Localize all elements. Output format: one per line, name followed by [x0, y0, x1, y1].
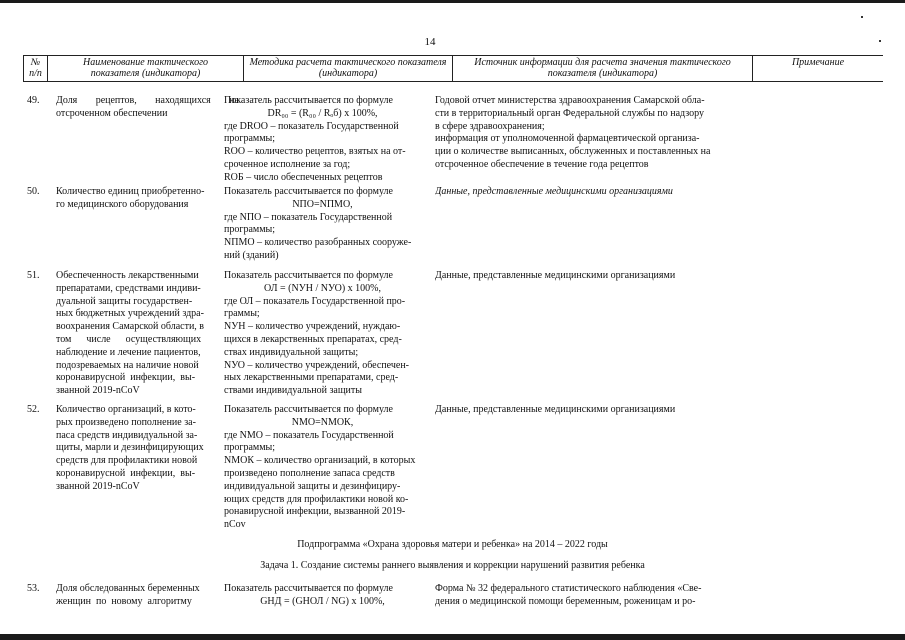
source-line: сти в территориальный орган Федеральной службы по надзору: [435, 107, 705, 119]
name-line: коронавирусной инфекции, вы-: [56, 467, 196, 479]
indicator-name: [56, 404, 239, 494]
calculation-method: [224, 186, 421, 263]
method-line: ний (зданий): [224, 249, 279, 261]
method-line: NМОК – количество организаций, в которых: [224, 455, 416, 467]
information-source: [435, 404, 740, 417]
source-line: дения о медицинской помощи беременным, роженицам и ро-: [435, 595, 696, 607]
page-bottom-border: [0, 634, 905, 640]
name-line: дуальной защиты государствен-: [56, 295, 193, 307]
formula: ОЛ = (NУН / NУО) х 100%,: [264, 282, 381, 294]
name-line: подозреваемых на наличие новой: [56, 359, 199, 371]
method-intro: Показатель рассчитывается по формуле: [224, 95, 393, 106]
row-number: 51.: [27, 270, 40, 281]
source-line: Форма № 32 федерального статистического наблюдения «Све-: [435, 583, 702, 594]
row-number: 49.: [27, 95, 40, 106]
name-line: том числе осуществляющих: [56, 333, 202, 345]
method-line: NПМО – количество разобранных сооруже-: [224, 237, 412, 249]
method-intro: Показатель рассчитывается по формуле: [224, 186, 393, 197]
formula: DR₀₀ = (R₀₀ / Rₒб) х 100%,: [267, 107, 378, 119]
calculation-method: [224, 404, 421, 532]
method-line: программы;: [224, 442, 276, 454]
header-col-source: Источник информации для расчета значения тактического показателя (индикатора): [453, 56, 753, 81]
method-line: где ОЛ – показатель Государственной про-: [224, 295, 406, 307]
name-line: наблюдение и лечение пациентов,: [56, 346, 201, 358]
name-line: женщин по новому алгоритму: [56, 595, 192, 607]
formula: NМО=NМОК,: [291, 416, 354, 428]
method-intro: Показатель рассчитывается по формуле: [224, 583, 393, 594]
method-line: ных лекарственными препаратами, сред-: [224, 372, 399, 384]
name-line: го медицинского оборудования: [56, 198, 189, 210]
source-line: Годовой отчет министерства здравоохранения Самарской обла-: [435, 95, 705, 106]
indicator-name: Доля рецептов, находящихся на отсроченном обеспечении: [56, 95, 239, 119]
name-line: званной 2019-nCoV: [56, 385, 140, 397]
name-line: паса средств индивидуальной за-: [56, 429, 198, 441]
method-line: граммы;: [224, 308, 260, 320]
name-line: Количество единиц приобретенно-: [56, 186, 205, 197]
source-line: информация от уполномоченной фармацевтической организа-: [435, 133, 700, 145]
indicator-name: [56, 186, 239, 212]
information-source: [435, 270, 740, 283]
method-line: ствами индивидуальной защиты: [224, 385, 362, 397]
subprogram-title: Подпрограмма «Охрана здоровья матери и ребенка» на 2014 – 2022 годы: [297, 539, 608, 550]
name-line: коронавирусной инфекции, вы-: [56, 372, 196, 384]
source-line: Данные, представленные медицинскими организациями: [435, 270, 676, 281]
method-intro: Показатель рассчитывается по формуле: [224, 270, 393, 281]
method-line: щихся в лекарственных препаратах, сред-: [224, 333, 402, 345]
scan-speck: [861, 16, 863, 18]
header-col-name: Наименование тактического показателя (индикатора): [48, 56, 244, 81]
source-line: ции о количестве выписанных, обслуженных и поставленных на: [435, 146, 711, 158]
method-line: RОБ – число обеспеченных рецептов: [224, 171, 383, 183]
indicator-name: [56, 270, 239, 398]
name-line: препаратами, средствами индиви-: [56, 282, 201, 294]
name-line: Количество организаций, в кото-: [56, 404, 196, 415]
name-line: воохранения Самарской области, в: [56, 321, 205, 333]
header-col-number: № п/п: [23, 56, 48, 81]
name-line: званной 2019-nCoV: [56, 480, 140, 492]
method-line: NУО – количество учреждений, обеспечен-: [224, 359, 409, 371]
method-line: ронавирусной инфекции, вызванной 2019-: [224, 506, 406, 518]
method-line: ствах индивидуальной защиты;: [224, 346, 359, 358]
method-line: где DRОО – показатель Государственной: [224, 120, 399, 132]
calculation-method: [224, 270, 421, 398]
name-line: Доля обследованных беременных: [56, 583, 200, 594]
information-source: [435, 95, 740, 172]
method-line: программы;: [224, 224, 276, 236]
method-line: RОО – количество рецептов, взятых на от-: [224, 146, 406, 158]
method-line: где NМО – показатель Государственной: [224, 429, 394, 441]
method-line: программы;: [224, 133, 276, 145]
name-line: средств для профилактики новой: [56, 455, 198, 467]
header-col-method: Методика расчета тактического показателя (индикатора): [244, 56, 453, 81]
method-line: ющих средств для профилактики новой ко-: [224, 493, 409, 505]
method-line: сроченное исполнение за год;: [224, 158, 351, 170]
task-title: Задача 1. Создание системы раннего выявления и коррекции нарушений развития ребенка: [260, 560, 645, 571]
name-line: Обеспеченность лекарственными: [56, 270, 199, 281]
row-number: 53.: [27, 583, 40, 594]
method-line: NУН – количество учреждений, нуждаю-: [224, 321, 401, 333]
formula: NПО=NПМО,: [292, 198, 353, 210]
page-number: 14: [424, 36, 436, 48]
scan-speck: [879, 40, 881, 42]
name-line: рых произведено пополнение за-: [56, 416, 196, 428]
name-line: ных бюджетных учреждений здра-: [56, 308, 204, 320]
calculation-method: [224, 95, 421, 185]
row-number: 52.: [27, 404, 40, 415]
source-line: Данные, представленные медицинскими организациями: [435, 186, 673, 197]
formula: GНД = (GНОЛ / NG) х 100%,: [260, 595, 385, 607]
information-source: [435, 583, 740, 609]
header-col-note: Примечание: [791, 57, 845, 68]
method-line: индивидуальной защиты и дезинфициру-: [224, 480, 401, 492]
source-line: в сфере здравоохранения;: [435, 120, 545, 132]
row-number: 50.: [27, 186, 40, 197]
page-top-border: [0, 0, 905, 3]
information-source: [435, 186, 740, 199]
indicator-name: [56, 583, 239, 609]
source-line: Данные, представленные медицинскими организациями: [435, 404, 676, 415]
method-line: где NПО – показатель Государственной: [224, 211, 393, 223]
method-line: произведено пополнение запаса средств: [224, 467, 395, 479]
source-line: отсроченное обеспечение в течение года рецептов: [435, 158, 649, 170]
calculation-method: [224, 583, 421, 609]
name-line: щиты, марли и дезинфицирующих: [56, 442, 204, 454]
method-line: nCov: [224, 519, 246, 531]
method-intro: Показатель рассчитывается по формуле: [224, 404, 393, 415]
table-header: [23, 55, 883, 82]
